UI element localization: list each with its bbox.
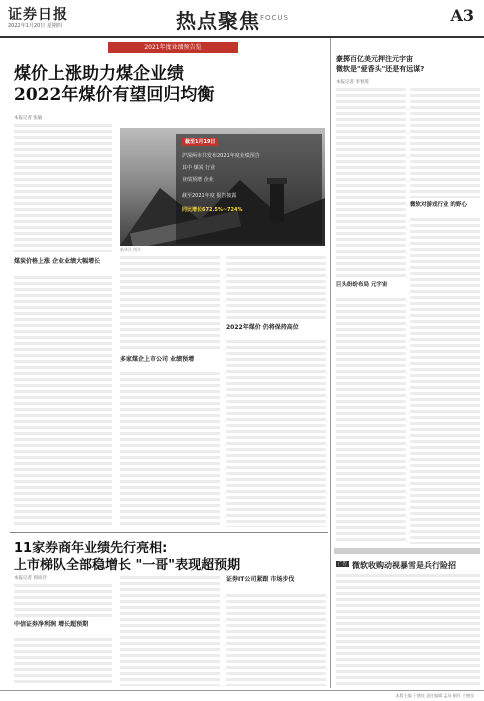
story-divider	[10, 532, 328, 533]
page-footer	[0, 690, 484, 701]
section-title-en: FOCUS	[260, 14, 289, 22]
second-subhead-1: 中信证券净利润 增长超预期	[14, 621, 89, 628]
right-headline-line1: 豪掷百亿美元押注元宇宙	[336, 55, 413, 63]
second-headline-line2: 上市梯队全部稳增长 "一哥"表现超预期	[14, 558, 241, 573]
second-byline: 本报记者 周尚伃	[14, 576, 47, 581]
photo-caption: 新华社 图片	[120, 247, 142, 252]
main-text-col1b	[14, 276, 112, 526]
factbox-line-4: 截至2021年度 报告披露	[182, 193, 237, 199]
factbox-line-3: 业绩预增 企业	[182, 177, 214, 183]
main-text-col2b	[120, 372, 220, 527]
right-text-col1	[336, 88, 406, 278]
main-headline	[14, 64, 326, 106]
factbox-line-5: 同比增长672.5%~724%	[182, 207, 243, 213]
main-headline-line1: 煤价上涨助力煤企业绩	[14, 64, 184, 84]
column-divider	[330, 38, 331, 688]
second-text-col1	[14, 584, 112, 618]
right-subhead-1: 巨头纷纷布局 元宇宙	[336, 282, 388, 288]
main-text-col2	[120, 256, 220, 350]
factbox	[176, 134, 322, 244]
second-headline	[14, 540, 326, 574]
right-subhead-2: 微软对游戏行业 的野心	[410, 202, 467, 208]
factbox-title: 截至1月19日	[182, 138, 218, 146]
masthead	[0, 0, 484, 38]
main-text-col3b	[226, 340, 326, 527]
page-number: A3	[450, 6, 474, 25]
footer-credits: 本版主编 于德良 责任编辑 孟珂 制作 于德良	[395, 693, 474, 698]
publication-date: 2022年1月20日 星期四	[8, 23, 62, 29]
main-subhead-1: 煤炭价格上涨 企业业绩大幅增长	[14, 258, 101, 265]
main-subhead-2: 多家煤企上市公司 业绩预增	[120, 356, 195, 363]
second-subhead-2: 证券IT公司紧跟 市场步伐	[226, 576, 295, 583]
main-text-col1	[14, 124, 112, 252]
right-headline-line2: 微软是"爱香头"还是有远谋?	[336, 65, 425, 73]
main-story-tag: 2021年度业绩预告览	[108, 42, 238, 53]
second-text-col1b	[14, 638, 112, 686]
main-text-col3	[226, 256, 326, 320]
right-text-col2	[410, 88, 480, 198]
main-byline: 本报记者 张敏	[14, 116, 43, 121]
factbox-line-1: 沪深两市共发布2021年度业绩预告	[182, 153, 260, 159]
second-text-col3	[226, 594, 326, 686]
ad-text	[336, 574, 480, 686]
right-byline: 本报记者 李春莲	[336, 80, 369, 85]
right-text-col1b	[336, 298, 406, 544]
newspaper-logo: 证券日报	[8, 7, 68, 23]
section-title: 热点聚焦	[176, 9, 260, 33]
right-headline	[336, 54, 476, 74]
ad-title: 微软收购动视暴雪是兵行险招	[352, 561, 456, 570]
second-headline-line1: 11家券商年业绩先行亮相:	[14, 541, 168, 556]
ad-strip	[334, 548, 480, 554]
second-text-col2	[120, 576, 220, 686]
right-text-col2b	[410, 218, 480, 544]
ad-tag: 广告	[338, 562, 347, 567]
factbox-line-2: 其中 煤炭 行业	[182, 165, 216, 171]
main-subhead-3: 2022年煤价 仍将保持高位	[226, 324, 299, 331]
main-headline-line2: 2022年煤价有望回归均衡	[14, 85, 215, 105]
